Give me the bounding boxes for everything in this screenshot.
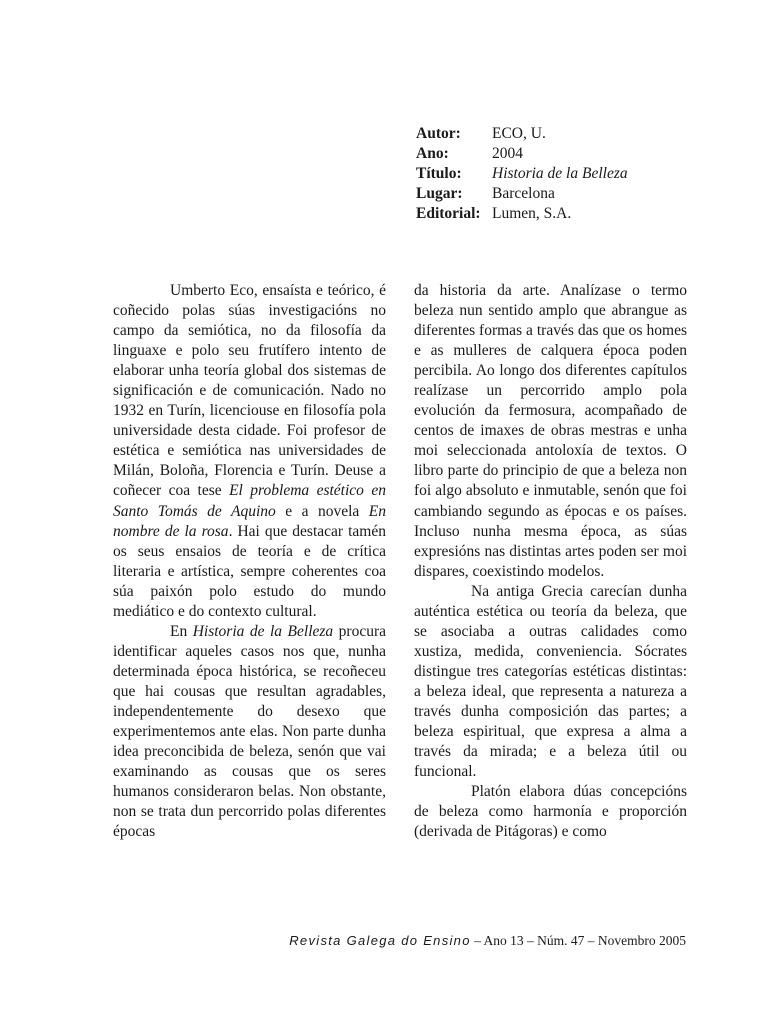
editorial-label: Editorial:: [416, 205, 481, 222]
autor-label: Autor:: [416, 125, 461, 142]
issue-info: – Ano 13 – Núm. 47 – Novembro 2005: [470, 933, 686, 948]
left-column: [113, 281, 386, 842]
left-p2-text-b: procura identificar aqueles casos nos que, nunha determinada época histórica, se recoñeceu que hai cousas que resultan agradables, independentemente do desexo que experimentemos ante elas. Non parte dunha idea preconcibida de beleza, senón que vai examinando as cousas que os seres humanos consideraron belas. Non obstante, non se trata dun percorrido polas diferentes épocas: [113, 622, 386, 841]
biblio-row-ano: [416, 144, 628, 164]
lugar-value: Barcelona: [492, 185, 555, 202]
titulo-label: Título:: [416, 165, 462, 182]
bibliographic-record: [416, 124, 628, 224]
lugar-label: Lugar:: [416, 185, 463, 202]
right-column: [414, 281, 687, 842]
right-paragraph-3: Platón elabora dúas concepcións de beleza como harmonía e proporción (derivada de Pitágoras) e como: [414, 783, 687, 841]
right-paragraph-2: Na antiga Grecia carecían dunha auténtica estética ou teoría da beleza, que se asociaba a outras calidades como xustiza, medida, conveniencia. Sócrates distingue tres categorías estéticas distintas: a beleza ideal, que representa a natureza a través dunha composición das partes; a beleza espiritual, que expresa a alma a través da mirada; e a beleza útil ou funcional.: [414, 582, 687, 781]
biblio-row-titulo: [416, 164, 628, 184]
autor-value: ECO, U.: [492, 125, 546, 142]
left-paragraph-2: [113, 622, 386, 843]
biblio-row-lugar: [416, 184, 628, 204]
left-p1-text-a: Umberto Eco, ensaísta e teórico, é coñecido polas súas investigacións no campo da semiótica, no da filosofía da linguaxe e polo seu frutífero intento de elaborar unha teoría global dos sistemas de significación e de comunicación. Nado no 1932 en Turín, licenciouse en filosofía pola universidade desta cidade. Foi profesor de estética e semiótica nas universidades de Milán, Boloña, Florencia e Turín. Deuse a coñecer coa tese: [113, 282, 386, 500]
ano-value: 2004: [492, 145, 523, 162]
left-p1-novel-title: En nombre de la rosa: [113, 502, 387, 540]
journal-name: Revista Galega do Ensino: [289, 933, 471, 948]
biblio-row-autor: [416, 124, 628, 144]
page-footer: [289, 933, 686, 949]
left-p2-text-a: En: [170, 622, 193, 640]
biblio-row-editorial: [416, 204, 628, 224]
right-paragraph-1: da historia da arte. Analízase o termo beleza nun sentido amplo que abrangue as diferentes formas a través das que os homes e as mulleres de calquera época poden percibila. Ao longo dos diferentes capítulos realízase un percorrido amplo pola evolución da fermosura, acompañado de centos de imaxes de obras mestras e unha moi seleccionada antoloxía de textos. O libro parte do principio de que a beleza non foi algo absoluto e inmutable, senón que foi cambiando segundo as épocas e os países. Incluso nunha mesma época, as súas expresións nas distintas artes poden ser moi dispares, coexistindo modelos.: [414, 282, 687, 580]
titulo-value: Historia de la Belleza: [492, 165, 628, 182]
left-p1-thesis-title: El problema estético en Santo Tomás de Aquino: [113, 482, 386, 520]
left-paragraph-1: [113, 281, 386, 622]
ano-label: Ano:: [416, 145, 449, 162]
editorial-value: Lumen, S.A.: [492, 205, 572, 222]
left-p2-book-title: Historia de la Belleza: [192, 622, 334, 640]
left-p1-text-b: e a novela: [275, 502, 369, 520]
left-p1-text-c: . Hai que destacar tamén os seus ensaios de teoría e de crítica literaria e artística, sempre coherentes coa súa paixón polo estudo do mundo mediático e do contexto cultural.: [113, 522, 386, 620]
